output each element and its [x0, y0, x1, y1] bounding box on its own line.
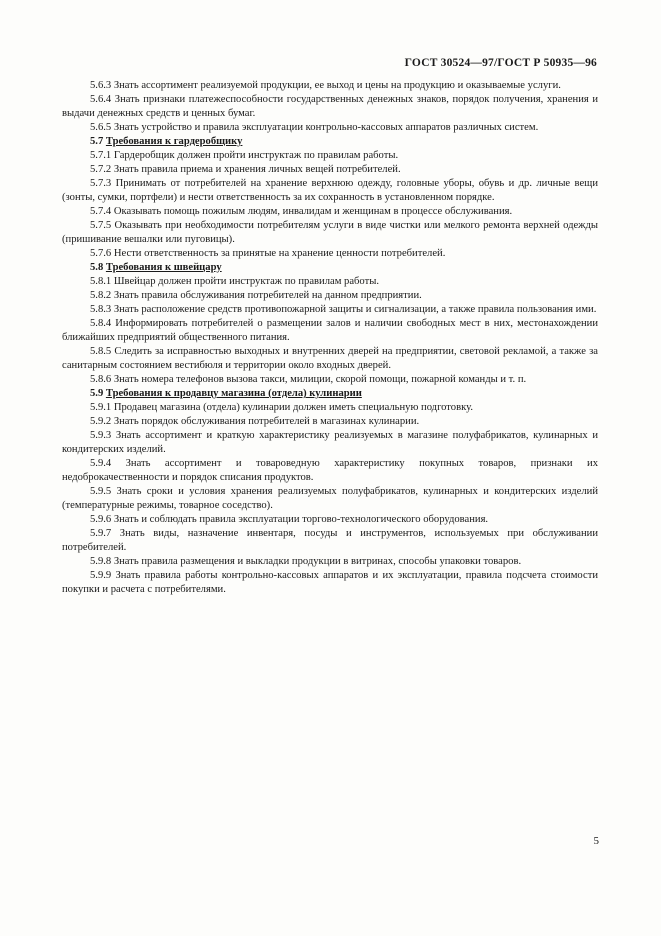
clause-paragraph: 5.7.6 Нести ответственность за принятые на хранение ценности потребителей. [90, 248, 446, 259]
clause-paragraph: 5.9.1 Продавец магазина (отдела) кулинарии должен иметь специальную подготовку. [90, 402, 473, 413]
clause-paragraph: 5.7.3 Принимать от потребителей на хранение верхнюю одежду, головные уборы, обувь и др. личные вещи (зонты, сумки, портфели) и нести ответственность за их сохранность в установленном порядке. [62, 178, 598, 203]
clause-paragraph: 5.8.5 Следить за исправностью выходных и внутренних дверей на предприятии, световой рекламой, а также за санитарным состоянием вестибюля и территории около входных дверей. [62, 346, 598, 371]
section-number: 5.9 [90, 388, 104, 399]
document-header: ГОСТ 30524—97/ГОСТ Р 50935—96 [404, 57, 597, 69]
clause-paragraph: 5.6.4 Знать признаки платежеспособности государственных денежных знаков, порядок получения, хранения и выдачи денежных средств и ценных бумаг. [62, 94, 598, 119]
clause-paragraph: 5.7.4 Оказывать помощь пожилым людям, инвалидам и женщинам в процессе обслуживания. [90, 206, 513, 217]
clause-paragraph: 5.7.5 Оказывать при необходимости потребителям услуги в виде чистки или мелкого ремонта верхней одежды (пришивание вешалки или пуговицы). [62, 220, 598, 245]
clause-paragraph: 5.9.7 Знать виды, назначение инвентаря, посуды и инструментов, используемых при обслуживании потребителей. [62, 528, 598, 553]
document-body [62, 79, 598, 597]
clause-paragraph: 5.9.2 Знать порядок обслуживания потребителей в магазинах кулинарии. [90, 416, 420, 427]
clause-paragraph: 5.8.1 Швейцар должен пройти инструктаж по правилам работы. [90, 276, 379, 287]
page-number: 5 [593, 835, 599, 847]
section-number: 5.7 [90, 136, 104, 147]
clause-paragraph: 5.9.3 Знать ассортимент и краткую характеристику реализуемых в магазине полуфабрикатов, кулинарных и кондитерских изделий. [62, 430, 598, 455]
section-title: Требования к швейцару [105, 262, 222, 273]
section-number: 5.8 [90, 262, 104, 273]
clause-paragraph: 5.9.5 Знать сроки и условия хранения реализуемых полуфабрикатов, кулинарных и кондитерских изделий (температурные режимы, товарное соседство). [62, 486, 598, 511]
clause-paragraph: 5.9.6 Знать и соблюдать правила эксплуатации торгово-технологического оборудования. [90, 514, 489, 525]
section-heading [62, 135, 598, 149]
section-title: Требования к продавцу магазина (отдела) кулинарии [105, 388, 362, 399]
clause-paragraph: 5.7.1 Гардеробщик должен пройти инструктаж по правилам работы. [90, 150, 399, 161]
clause-paragraph: 5.8.4 Информировать потребителей о размещении залов и наличии свободных мест в них, местонахождении ближайших предприятий общественного питания. [62, 318, 598, 343]
clause-paragraph: 5.8.3 Знать расположение средств противопожарной защиты и сигнализации, а также правила пользования ими. [90, 304, 597, 315]
section-title: Требования к гардеробщику [105, 136, 243, 147]
clause-paragraph: 5.8.2 Знать правила обслуживания потребителей на данном предприятии. [90, 290, 422, 301]
section-heading [62, 261, 598, 275]
clause-paragraph: 5.6.3 Знать ассортимент реализуемой продукции, ее выход и цены на продукцию и оказываемые услуги. [90, 80, 561, 91]
clause-paragraph: 5.8.6 Знать номера телефонов вызова такси, милиции, скорой помощи, пожарной команды и т. п. [90, 374, 527, 385]
clause-paragraph: 5.9.4 Знать ассортимент и товароведную характеристику покупных товаров, признаки их недоброкачественности и порядок списания продуктов. [62, 458, 598, 483]
clause-paragraph: 5.6.5 Знать устройство и правила эксплуатации контрольно-кассовых аппаратов различных систем. [90, 122, 539, 133]
clause-paragraph: 5.9.8 Знать правила размещения и выкладки продукции в витринах, способы упаковки товаров. [90, 556, 522, 567]
section-heading [62, 387, 598, 401]
clause-paragraph: 5.7.2 Знать правила приема и хранения личных вещей потребителей. [90, 164, 401, 175]
clause-paragraph: 5.9.9 Знать правила работы контрольно-кассовых аппаратов и их эксплуатации, правила подсчета стоимости покупки и расчета с потребителями. [62, 570, 598, 595]
